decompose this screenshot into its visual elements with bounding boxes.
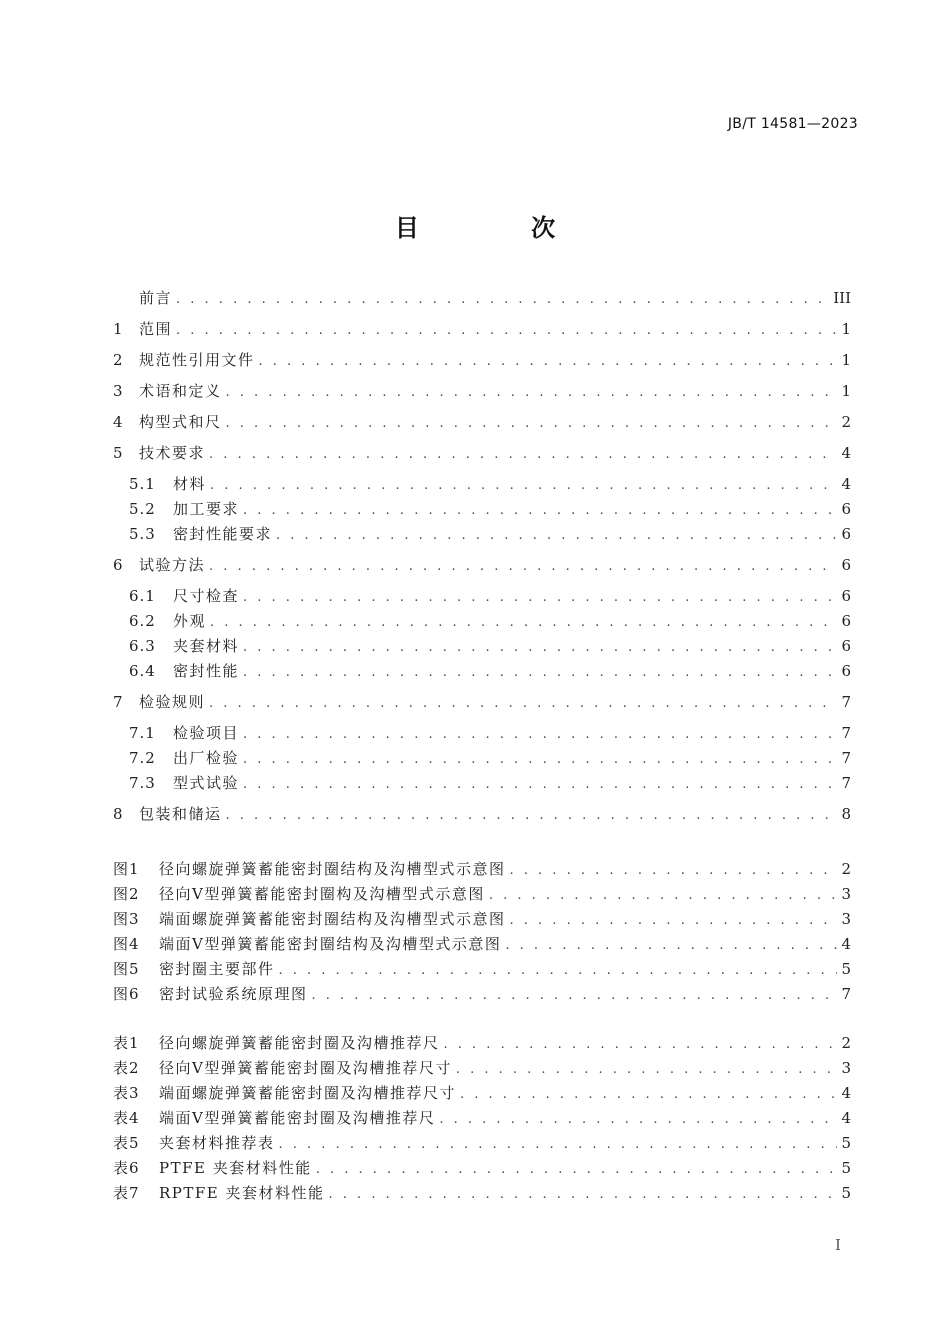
- leader-dots: [226, 414, 837, 434]
- figures-entry-number: 图3: [113, 910, 140, 928]
- tables-entry-page: 5: [841, 1184, 851, 1202]
- tables-entry-page: 5: [841, 1134, 851, 1152]
- toc-entry-page: 4: [841, 444, 851, 462]
- figures-entry-page: 2: [841, 860, 851, 878]
- figures-entry-number: 图2: [113, 885, 140, 903]
- toc-entry-label: 外观: [173, 612, 207, 630]
- toc-entry-label: 规范性引用文件: [139, 351, 255, 369]
- toc-entry-number: 6.4: [129, 662, 156, 680]
- toc-entry-label: 材料: [173, 475, 207, 493]
- toc-entry[interactable]: [113, 499, 851, 519]
- tables-entry-label: 端面螺旋弹簧蓄能密封圈及沟槽推荐尺寸: [159, 1084, 457, 1102]
- toc-entry[interactable]: [113, 748, 851, 768]
- toc-entry-page: 8: [841, 805, 851, 823]
- toc-entry-label: 技术要求: [139, 444, 206, 462]
- figures-entry-page: 4: [841, 935, 851, 953]
- toc-entry-number: 7.1: [129, 724, 156, 742]
- tables-entry-number: 表5: [113, 1134, 140, 1152]
- toc-entry[interactable]: [113, 350, 851, 370]
- leader-dots: [209, 557, 837, 577]
- leader-dots: [456, 1060, 837, 1080]
- figures-entry[interactable]: [113, 859, 851, 879]
- toc-entry[interactable]: [113, 443, 851, 463]
- leader-dots: [259, 352, 837, 372]
- page-number: I: [835, 1236, 841, 1254]
- leader-dots: [176, 290, 829, 310]
- toc-entry-page: 6: [841, 587, 851, 605]
- tables-entry-number: 表1: [113, 1034, 140, 1052]
- tables-entry-number: 表6: [113, 1159, 140, 1177]
- toc-entry-number: 7: [113, 693, 124, 711]
- figures-entry-page: 7: [841, 985, 851, 1003]
- toc-entry-number: 7.2: [129, 749, 156, 767]
- figures-entry-number: 图5: [113, 960, 140, 978]
- leader-dots: [243, 775, 837, 795]
- toc-entry-page: 6: [841, 500, 851, 518]
- toc-entry[interactable]: [113, 692, 851, 712]
- toc-entry-page: 7: [841, 693, 851, 711]
- figures-entry[interactable]: [113, 884, 851, 904]
- toc-entry-label: 构型式和尺: [139, 413, 222, 431]
- tables-entry-label: 夹套材料推荐表: [159, 1134, 275, 1152]
- toc-entry[interactable]: [113, 555, 851, 575]
- figures-entry-label: 端面螺旋弹簧蓄能密封圈结构及沟槽型式示意图: [159, 910, 506, 928]
- tables-entry-label: 径向V型弹簧蓄能密封圈及沟槽推荐尺寸: [159, 1059, 452, 1077]
- toc-entry[interactable]: [113, 773, 851, 793]
- tables-entry-label: PTFE 夹套材料性能: [159, 1159, 312, 1177]
- leader-dots: [279, 1135, 837, 1155]
- toc-entry-page: 7: [841, 749, 851, 767]
- toc-entry[interactable]: [113, 412, 851, 432]
- tables-entry-label: 径向螺旋弹簧蓄能密封圈及沟槽推荐尺: [159, 1034, 440, 1052]
- leader-dots: [209, 445, 837, 465]
- toc-entry-label: 夹套材料: [173, 637, 240, 655]
- tables-entry-label: 端面V型弹簧蓄能密封圈及沟槽推荐尺: [159, 1109, 436, 1127]
- toc-entry[interactable]: [113, 381, 851, 401]
- toc-entry-number: 6.1: [129, 587, 156, 605]
- toc-entry-number: 2: [113, 351, 124, 369]
- figures-entry-label: 端面V型弹簧蓄能密封圈结构及沟槽型式示意图: [159, 935, 502, 953]
- toc-entry-page: 6: [841, 637, 851, 655]
- toc-entry-label: 术语和定义: [139, 382, 222, 400]
- leader-dots: [176, 321, 837, 341]
- toc-entry-page: 1: [841, 320, 851, 338]
- leader-dots: [510, 861, 837, 881]
- leader-dots: [243, 725, 837, 745]
- figures-entry-label: 密封试验系统原理图: [159, 985, 308, 1003]
- toc-entry-number: 7.3: [129, 774, 156, 792]
- toc-entry-label: 加工要求: [173, 500, 240, 518]
- toc-entry-label: 检验规则: [139, 693, 206, 711]
- toc-entry-label: 范围: [139, 320, 173, 338]
- toc-entry-number: 5.3: [129, 525, 156, 543]
- toc-entry-label: 检验项目: [173, 724, 240, 742]
- tables-entry-page: 5: [841, 1159, 851, 1177]
- toc-entry[interactable]: [113, 804, 851, 824]
- leader-dots: [505, 936, 837, 956]
- toc-entry-number: 4: [113, 413, 124, 431]
- toc-entry-page: 6: [841, 662, 851, 680]
- leader-dots: [439, 1110, 837, 1130]
- tables-entry-page: 4: [841, 1109, 851, 1127]
- tables-entry[interactable]: [113, 1183, 851, 1203]
- figures-entry-number: 图4: [113, 935, 140, 953]
- tables-entry[interactable]: [113, 1058, 851, 1078]
- toc-entry-label: 密封性能: [173, 662, 240, 680]
- leader-dots: [226, 383, 837, 403]
- toc-entry[interactable]: [113, 288, 851, 308]
- toc-entry-number: 6.2: [129, 612, 156, 630]
- leader-dots: [444, 1035, 837, 1055]
- toc-entry-page: 1: [841, 382, 851, 400]
- toc-entry[interactable]: [113, 636, 851, 656]
- leader-dots: [209, 694, 837, 714]
- leader-dots: [243, 638, 837, 658]
- leader-dots: [316, 1160, 837, 1180]
- figures-entry[interactable]: [113, 959, 851, 979]
- toc-entry-label: 尺寸检查: [173, 587, 240, 605]
- toc-entry[interactable]: [113, 723, 851, 743]
- figures-entry-label: 密封圈主要部件: [159, 960, 275, 978]
- figures-entry-page: 3: [841, 885, 851, 903]
- toc-entry-number: 1: [113, 320, 124, 338]
- toc-entry[interactable]: [113, 524, 851, 544]
- tables-entry-number: 表4: [113, 1109, 140, 1127]
- toc-entry-page: 1: [841, 351, 851, 369]
- toc-entry-label: 前言: [139, 289, 173, 307]
- toc-entry-number: 3: [113, 382, 124, 400]
- toc-entry-page: 4: [841, 475, 851, 493]
- toc-entry[interactable]: [113, 319, 851, 339]
- toc-entry-page: 7: [841, 774, 851, 792]
- toc-entry-page: 7: [841, 724, 851, 742]
- tables-entry-number: 表7: [113, 1184, 140, 1202]
- toc-entry-label: 包装和储运: [139, 805, 222, 823]
- leader-dots: [510, 911, 837, 931]
- leader-dots: [276, 526, 837, 546]
- leader-dots: [226, 806, 837, 826]
- leader-dots: [279, 961, 837, 981]
- page-title: 目 次: [394, 214, 608, 242]
- tables-entry[interactable]: [113, 1083, 851, 1103]
- toc-entry-page: 6: [841, 556, 851, 574]
- toc-entry-page: 2: [841, 413, 851, 431]
- toc-entry-number: 6: [113, 556, 124, 574]
- toc-entry[interactable]: [113, 586, 851, 606]
- figures-entry-label: 径向V型弹簧蓄能密封圈构及沟槽型式示意图: [159, 885, 485, 903]
- toc-entry[interactable]: [113, 474, 851, 494]
- tables-entry[interactable]: [113, 1158, 851, 1178]
- tables-entry[interactable]: [113, 1033, 851, 1053]
- leader-dots: [460, 1085, 837, 1105]
- leader-dots: [489, 886, 837, 906]
- figures-entry[interactable]: [113, 934, 851, 954]
- leader-dots: [243, 663, 837, 683]
- leader-dots: [312, 986, 837, 1006]
- toc-entry-number: 8: [113, 805, 124, 823]
- toc-entry-label: 密封性能要求: [173, 525, 273, 543]
- toc-entry-page: III: [833, 289, 851, 307]
- tables-entry[interactable]: [113, 1108, 851, 1128]
- toc-entry-number: 5.2: [129, 500, 156, 518]
- leader-dots: [329, 1185, 837, 1205]
- figures-entry[interactable]: [113, 984, 851, 1004]
- leader-dots: [210, 613, 837, 633]
- leader-dots: [243, 588, 837, 608]
- figures-entry-page: 3: [841, 910, 851, 928]
- toc-entry-page: 6: [841, 525, 851, 543]
- standard-code: JB/T 14581—2023: [727, 116, 858, 132]
- toc-entry-number: 5.1: [129, 475, 156, 493]
- toc-entry[interactable]: [113, 661, 851, 681]
- leader-dots: [243, 750, 837, 770]
- tables-entry-number: 表2: [113, 1059, 140, 1077]
- figures-entry-number: 图6: [113, 985, 140, 1003]
- leader-dots: [210, 476, 837, 496]
- toc-entry-number: 6.3: [129, 637, 156, 655]
- tables-entry-label: RPTFE 夹套材料性能: [159, 1184, 325, 1202]
- figures-entry-number: 图1: [113, 860, 140, 878]
- figures-entry-page: 5: [841, 960, 851, 978]
- tables-entry-page: 2: [841, 1034, 851, 1052]
- leader-dots: [243, 501, 837, 521]
- tables-entry[interactable]: [113, 1133, 851, 1153]
- toc-entry-number: 5: [113, 444, 124, 462]
- toc-entry-label: 出厂检验: [173, 749, 240, 767]
- toc-entry-label: 型式试验: [173, 774, 240, 792]
- figures-entry[interactable]: [113, 909, 851, 929]
- figures-entry-label: 径向螺旋弹簧蓄能密封圈结构及沟槽型式示意图: [159, 860, 506, 878]
- toc-entry-label: 试验方法: [139, 556, 206, 574]
- tables-entry-page: 3: [841, 1059, 851, 1077]
- toc-entry[interactable]: [113, 611, 851, 631]
- tables-entry-number: 表3: [113, 1084, 140, 1102]
- tables-entry-page: 4: [841, 1084, 851, 1102]
- toc-entry-page: 6: [841, 612, 851, 630]
